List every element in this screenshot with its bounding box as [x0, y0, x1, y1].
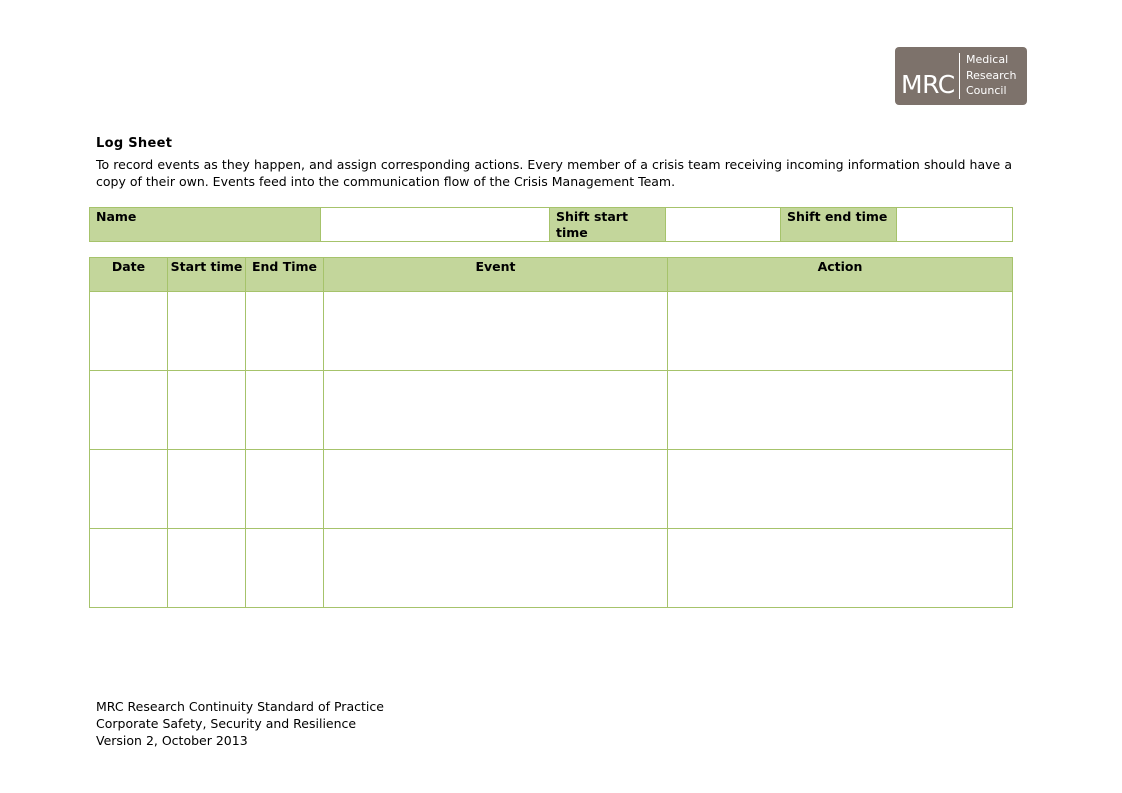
- date-cell[interactable]: [90, 529, 168, 608]
- footer-line: Corporate Safety, Security and Resilience: [96, 716, 357, 731]
- intro-paragraph: To record events as they happen, and assign corresponding actions. Every member of a crisis team receiving incoming information should have a copy of their own. Events feed into the communication flow of the Crisis Management Team.: [96, 157, 1012, 189]
- table-row: [90, 371, 1013, 450]
- shift-start-field[interactable]: [666, 208, 781, 242]
- logo-words: [966, 52, 1016, 99]
- column-header-date: Date: [90, 258, 168, 292]
- date-cell[interactable]: [90, 450, 168, 529]
- action-cell[interactable]: [668, 371, 1013, 450]
- footer-line: Version 2, October 2013: [96, 733, 248, 748]
- event-cell[interactable]: [324, 371, 668, 450]
- logo-divider: [959, 53, 960, 99]
- event-cell[interactable]: [324, 450, 668, 529]
- date-cell[interactable]: [90, 292, 168, 371]
- column-header-event: Event: [324, 258, 668, 292]
- log-header-row: [90, 258, 1013, 292]
- table-row: [90, 529, 1013, 608]
- name-label: Name: [90, 208, 321, 242]
- action-cell[interactable]: [668, 450, 1013, 529]
- column-header-action: Action: [668, 258, 1013, 292]
- mrc-logo: [895, 47, 1027, 105]
- log-table: [89, 257, 1013, 608]
- footer-line: MRC Research Continuity Standard of Practice: [96, 699, 384, 714]
- end-time-cell[interactable]: [246, 529, 324, 608]
- column-header-end-time: End Time: [246, 258, 324, 292]
- logo-word: Medical: [966, 53, 1009, 66]
- shift-end-field[interactable]: [897, 208, 1013, 242]
- page-title: Log Sheet: [96, 136, 173, 151]
- info-table: [89, 207, 1013, 242]
- logo-mark: MRC: [901, 70, 955, 99]
- event-cell[interactable]: [324, 292, 668, 371]
- info-row: [90, 208, 1013, 242]
- shift-start-label: Shift start time: [550, 208, 666, 242]
- footer: [96, 698, 384, 749]
- table-row: [90, 450, 1013, 529]
- end-time-cell[interactable]: [246, 371, 324, 450]
- shift-end-label: Shift end time: [781, 208, 897, 242]
- end-time-cell[interactable]: [246, 292, 324, 371]
- start-time-cell[interactable]: [168, 450, 246, 529]
- date-cell[interactable]: [90, 371, 168, 450]
- action-cell[interactable]: [668, 529, 1013, 608]
- start-time-cell[interactable]: [168, 529, 246, 608]
- action-cell[interactable]: [668, 292, 1013, 371]
- logo-word: Research: [966, 68, 1017, 82]
- column-header-start-time: Start time: [168, 258, 246, 292]
- name-field[interactable]: [321, 208, 550, 242]
- start-time-cell[interactable]: [168, 371, 246, 450]
- event-cell[interactable]: [324, 529, 668, 608]
- table-row: [90, 292, 1013, 371]
- start-time-cell[interactable]: [168, 292, 246, 371]
- logo-word: Council: [966, 84, 1007, 97]
- end-time-cell[interactable]: [246, 450, 324, 529]
